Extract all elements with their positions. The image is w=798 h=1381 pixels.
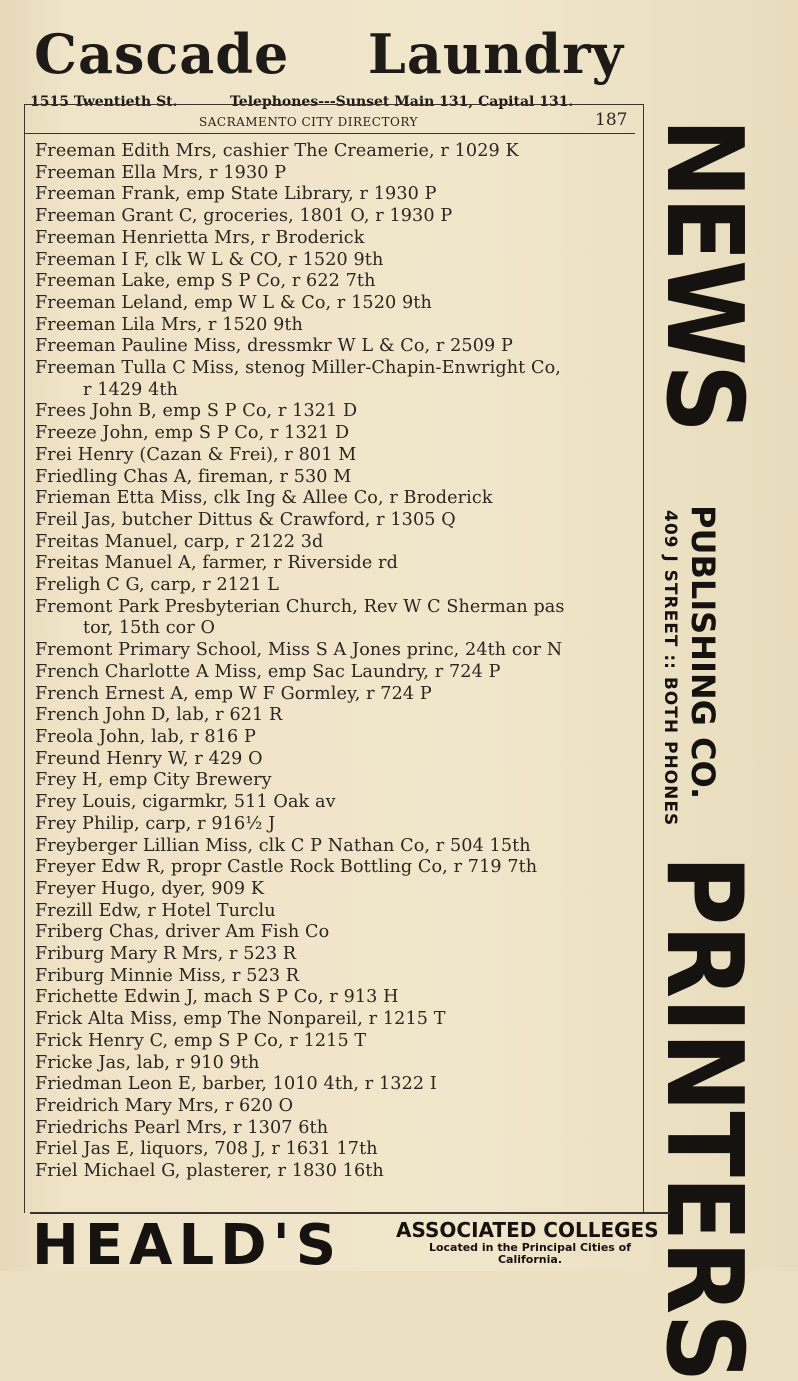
directory-entry: Freyberger Lillian Miss, clk C P Nathan Co, r 504 15th: [35, 835, 531, 856]
ad-healds: HEALD'S: [32, 1213, 343, 1278]
directory-entry: Frey Louis, cigarmkr, 511 Oak av: [35, 792, 336, 813]
directory-entry: Freeman Tulla C Miss, stenog Miller-Chapin-Enwright Co,: [35, 358, 561, 379]
directory-entry: Freola John, lab, r 816 P: [35, 726, 256, 747]
directory-entry-continuation: tor, 15th cor O: [83, 618, 216, 639]
ad-street: 409 J STREET :: BOTH PHONES: [660, 510, 680, 827]
directory-entry-continuation: r 1429 4th: [83, 379, 178, 400]
ad-title-right: Laundry: [367, 22, 624, 86]
directory-entry: Freyer Edw R, propr Castle Rock Bottling Co, r 719 7th: [35, 857, 538, 878]
directory-entry: Freeman Grant C, groceries, 1801 O, r 1930 P: [35, 206, 453, 227]
cascade-laundry-ad: [30, 14, 630, 110]
directory-entry: Freeman Lake, emp S P Co, r 622 7th: [35, 271, 376, 292]
running-head: SACRAMENTO CITY DIRECTORY: [199, 115, 418, 129]
directory-entry: Freidrich Mary Mrs, r 620 O: [35, 1095, 294, 1116]
directory-entry: Friedling Chas A, fireman, r 530 M: [35, 466, 352, 487]
directory-entry: Freeman Edith Mrs, cashier The Creamerie, r 1029 K: [35, 141, 519, 161]
directory-entry: Freligh C G, carp, r 2121 L: [35, 575, 280, 596]
directory-entry: Friberg Chas, driver Am Fish Co: [35, 922, 330, 943]
directory-entry: Frick Henry C, emp S P Co, r 1215 T: [35, 1030, 367, 1051]
directory-entry: Freeman Ella Mrs, r 1930 P: [35, 162, 287, 183]
directory-entry: Freeman Lila Mrs, r 1520 9th: [35, 314, 303, 335]
directory-entry: Friel Michael G, plasterer, r 1830 16th: [35, 1161, 384, 1182]
directory-entry: Frey H, emp City Brewery: [35, 770, 272, 791]
directory-entry: Friedrichs Pearl Mrs, r 1307 6th: [35, 1117, 329, 1138]
directory-entry: Freeman Frank, emp State Library, r 1930 P: [35, 184, 437, 205]
directory-entry: Frees John B, emp S P Co, r 1321 D: [35, 401, 358, 422]
directory-entry: Frezill Edw, r Hotel Turclu: [35, 900, 276, 921]
directory-entry: Freeman I F, clk W L & CO, r 1520 9th: [35, 249, 384, 270]
ad-telephones: Telephones---Sunset Main 131, Capital 131.: [230, 94, 574, 110]
directory-entry: Freil Jas, butcher Dittus & Crawford, r 1305 Q: [35, 509, 456, 530]
directory-entry: Fricke Jas, lab, r 910 9th: [35, 1052, 260, 1073]
directory-entry: Fremont Primary School, Miss S A Jones princ, 24th cor N: [35, 640, 563, 661]
ad-publishing: PUBLISHING CO.: [684, 505, 722, 800]
directory-entry: Friedman Leon E, barber, 1010 4th, r 1322 I: [35, 1074, 437, 1095]
directory-frame: [24, 104, 644, 1213]
page-number: 187: [595, 110, 628, 130]
ad-news: NEWS: [642, 118, 766, 431]
directory-entry: Freeman Leland, emp W L & Co, r 1520 9th: [35, 292, 432, 313]
directory-entry: Freyer Hugo, dyer, 909 K: [35, 878, 265, 899]
directory-entry: Freitas Manuel A, farmer, r Riverside rd: [35, 553, 398, 574]
directory-entry: Friburg Mary R Mrs, r 523 R: [35, 944, 297, 965]
directory-entry: Freitas Manuel, carp, r 2122 3d: [35, 531, 324, 552]
directory-entry: Friburg Minnie Miss, r 523 R: [35, 965, 300, 986]
directory-entry: Freeman Pauline Miss, dressmkr W L & Co, r 2509 P: [35, 336, 513, 357]
directory-entry: Frey Philip, carp, r 916½ J: [35, 813, 276, 834]
directory-entry: French John D, lab, r 621 R: [35, 705, 283, 726]
directory-entry: French Ernest A, emp W F Gormley, r 724 P: [35, 683, 432, 704]
directory-entry: Freund Henry W, r 429 O: [35, 748, 263, 769]
directory-entry: Frichette Edwin J, mach S P Co, r 913 H: [35, 987, 399, 1008]
directory-entry: Friel Jas E, liquors, 708 J, r 1631 17th: [35, 1139, 378, 1160]
directory-entry: Fremont Park Presbyterian Church, Rev W C Sherman pas: [35, 596, 565, 617]
ad-located: Located in the Principal Cities of California.: [428, 1241, 632, 1266]
ad-associated-colleges: ASSOCIATED COLLEGES: [396, 1218, 659, 1242]
directory-entry: French Charlotte A Miss, emp Sac Laundry, r 724 P: [35, 661, 501, 682]
directory-entry: Frei Henry (Cazan & Frei), r 801 M: [35, 444, 357, 465]
directory-entry: Freeman Henrietta Mrs, r Broderick: [35, 227, 365, 248]
ad-address: 1515 Twentieth St.: [30, 94, 178, 110]
page-header: [25, 107, 635, 134]
news-publishing-ad: [642, 110, 798, 1381]
directory-entry: Frick Alta Miss, emp The Nonpareil, r 1215 T: [35, 1009, 446, 1030]
directory-entry: Frieman Etta Miss, clk Ing & Allee Co, r Broderick: [35, 488, 493, 509]
ad-title: [34, 22, 624, 86]
directory-entries: [35, 141, 635, 1183]
ad-title-left: Cascade: [34, 22, 290, 86]
directory-entry: Freeze John, emp S P Co, r 1321 D: [35, 423, 350, 444]
healds-ad: [30, 1212, 670, 1278]
ad-printers: PRINTERS: [642, 855, 766, 1381]
